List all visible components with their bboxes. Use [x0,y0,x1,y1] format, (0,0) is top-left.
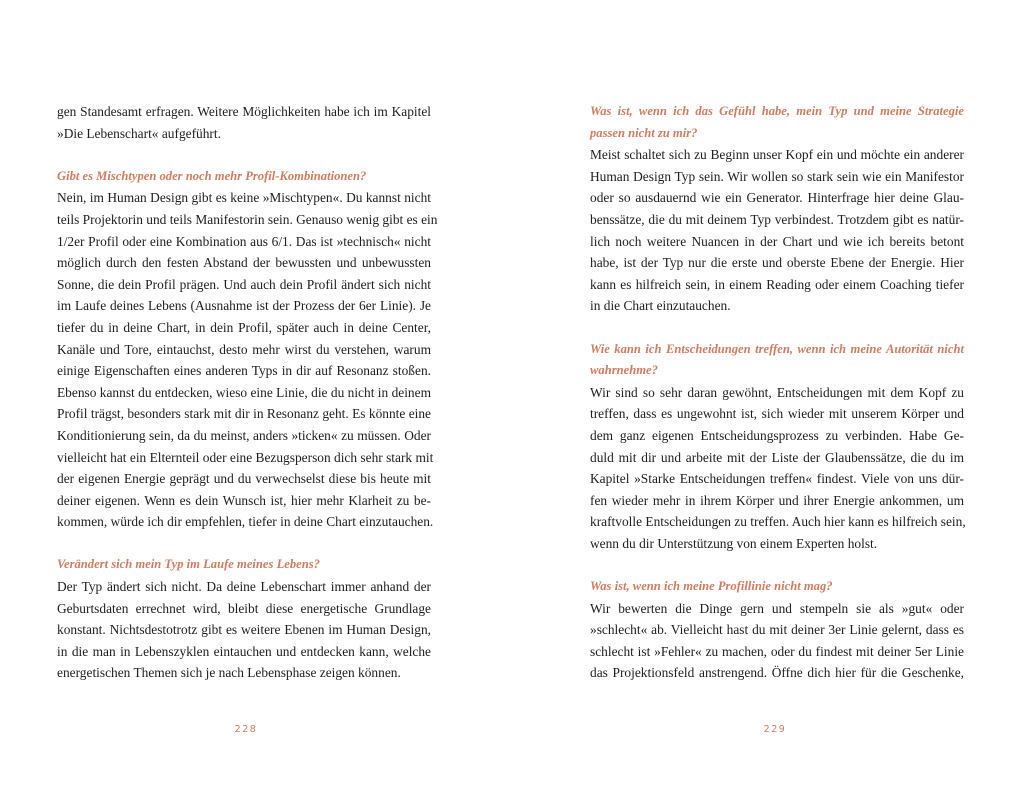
text-line: energetischen Themen sich je nach Lebensphase zeigen können. [57,665,401,681]
text-line: Der Typ ändert sich nicht. Da deine Lebenschart immer anhand der [57,579,431,595]
text-line: Kapitel »Starke Entscheidungen treffen« findest. Viele von uns dür- [590,471,964,487]
text-line: Nein, im Human Design gibt es keine »Mischtypen«. Du kannst nicht [57,190,431,206]
text-line: das Projektionsfeld anstrengend. Öffne dich hier für die Geschenke, [590,665,964,681]
text-line: lich noch weitere Nuancen in der Chart und wie ich bereits betont [590,233,964,249]
question-heading-line: Gibt es Mischtypen oder noch mehr Profil-Kombinationen? [57,168,367,183]
text-line: tiefer du in deine Chart, in dein Profil, später auch in deine Center, [57,319,431,335]
question-heading-line: wahrnehme? [590,363,658,378]
text-line: Wir bewerten die Dinge gern und stempeln sie als »gut« oder [590,600,964,616]
paragraph-gap [590,554,964,576]
page-number-left: 228 [234,724,258,735]
text-line: duld mit dir und arbeite mit der Liste der Glaubenssätze, die du im [590,449,964,465]
text-line: habe, ist der Typ nur die erste und oberste Ebene der Energie. Hier [590,255,964,271]
text-line: Ebenso kannst du entdecken, wieso eine Linie, die du nicht in deinem [57,384,431,400]
text-line: »Die Lebenschart« aufgeführt. [57,125,221,141]
text-line: schlecht ist »Fehler« zu machen, oder du findest mit deiner 5er Linie [590,643,964,659]
text-line: Konditionierung sein, da du meinst, anders »ticken« zu müssen. Oder [57,427,431,443]
text-line: der eigenen Energie geprägt und du verwechselst diese bis heute mit [57,471,431,487]
left-page-text [57,101,438,684]
text-line: »schlecht« ab. Vielleicht hast du mit deiner 3er Linie gelernt, dass es [590,622,964,638]
text-line: teils Projektorin und teils Manifestorin sein. Genauso wenig gibt es ein [57,211,438,227]
question-heading-line: Verändert sich mein Typ im Laufe meines Lebens? [57,557,320,572]
text-line: fen wieder mehr in ihrem Körper und ihrer Energie ankommen, um [590,492,964,508]
page-number-right: 229 [763,724,787,735]
text-line: Human Design Typ sein. Wir wollen so stark sein wie ein Manifestor [590,168,964,184]
text-line: Sonne, die dein Profil prägen. Und auch dein Profil ändert sich nicht [57,276,431,292]
text-line: oder so ausdauernd wie ein Generator. Hinterfrage hier deine Glau- [590,190,964,206]
paragraph-gap [57,533,431,555]
text-line: benssätze, die du mit deinem Typ verbindest. Trotzdem gibt es natür- [590,211,964,227]
text-line: Wir sind so sehr daran gewöhnt, Entscheidungen mit dem Kopf zu [590,384,964,400]
text-line: kraftvolle Entscheidungen zu treffen. Auch hier kann es hilfreich sein, [590,514,966,530]
question-heading-line: Was ist, wenn ich das Gefühl habe, mein Typ und meine Strategie [590,104,964,118]
text-line: Geburtsdaten errechnet wird, bleibt diese energetische Grundlage [57,600,431,616]
text-line: Kanäle und Tore, eintauchst, desto mehr wirst du verstehen, warum [57,341,431,357]
text-line: kann es hilfreich sein, in einem Reading oder einem Coaching tiefer [590,276,964,292]
text-line: Profil trägst, besonders stark mit dir in Resonanz geht. Es könnte eine [57,406,431,422]
question-heading-line: passen nicht zu mir? [590,125,698,140]
text-line: treffen, dass es ungewohnt ist, sich wieder mit unserem Körper und [590,406,964,422]
text-line: im Laufe deines Lebens (Ausnahme ist der Prozess der 6er Linie). Je [57,298,431,314]
text-line: einige Eigenschaften eines anderen Typs in dir auf Resonanz stoßen. [57,363,431,379]
text-line: vielleicht hat ein Elternteil oder eine Bezugsperson dich sehr stark mit [57,449,434,465]
paragraph-gap [57,144,431,166]
text-line: Meist schaltet sich zu Beginn unser Kopf ein und möchte ein anderer [590,147,964,163]
text-line: 1/2er Profil oder eine Kombination aus 6/1. Das ist »technisch« nicht [57,233,431,249]
text-line: in die man in Lebenszyklen eintauchen und entdecken kann, welche [57,643,431,659]
question-heading-line: Was ist, wenn ich meine Profillinie nicht mag? [590,579,833,594]
text-line: deiner eigenen. Wenn es dein Wunsch ist, hier mehr Klarheit zu be- [57,492,431,508]
text-line: konstant. Nichtsdestotrotz gibt es weitere Ebenen im Human Design, [57,622,431,638]
text-line: möglich durch den festen Abstand der bewussten und unbewussten [57,255,431,271]
text-line: kommen, würde ich dir empfehlen, tiefer in deine Chart einzutauchen. [57,514,434,530]
paragraph-gap [590,317,964,339]
question-heading-line: Wie kann ich Entscheidungen treffen, wenn ich meine Autorität nicht [590,341,964,356]
text-line: dem ganz eigenen Entscheidungsprozess zu verbinden. Habe Ge- [590,427,964,443]
text-line: gen Standesamt erfragen. Weitere Möglichkeiten habe ich im Kapitel [57,104,431,119]
text-line: in die Chart einzutauchen. [590,298,731,314]
right-page-text [590,101,964,684]
text-line: wenn du dir Unterstützung von einem Experten holst. [590,535,878,551]
